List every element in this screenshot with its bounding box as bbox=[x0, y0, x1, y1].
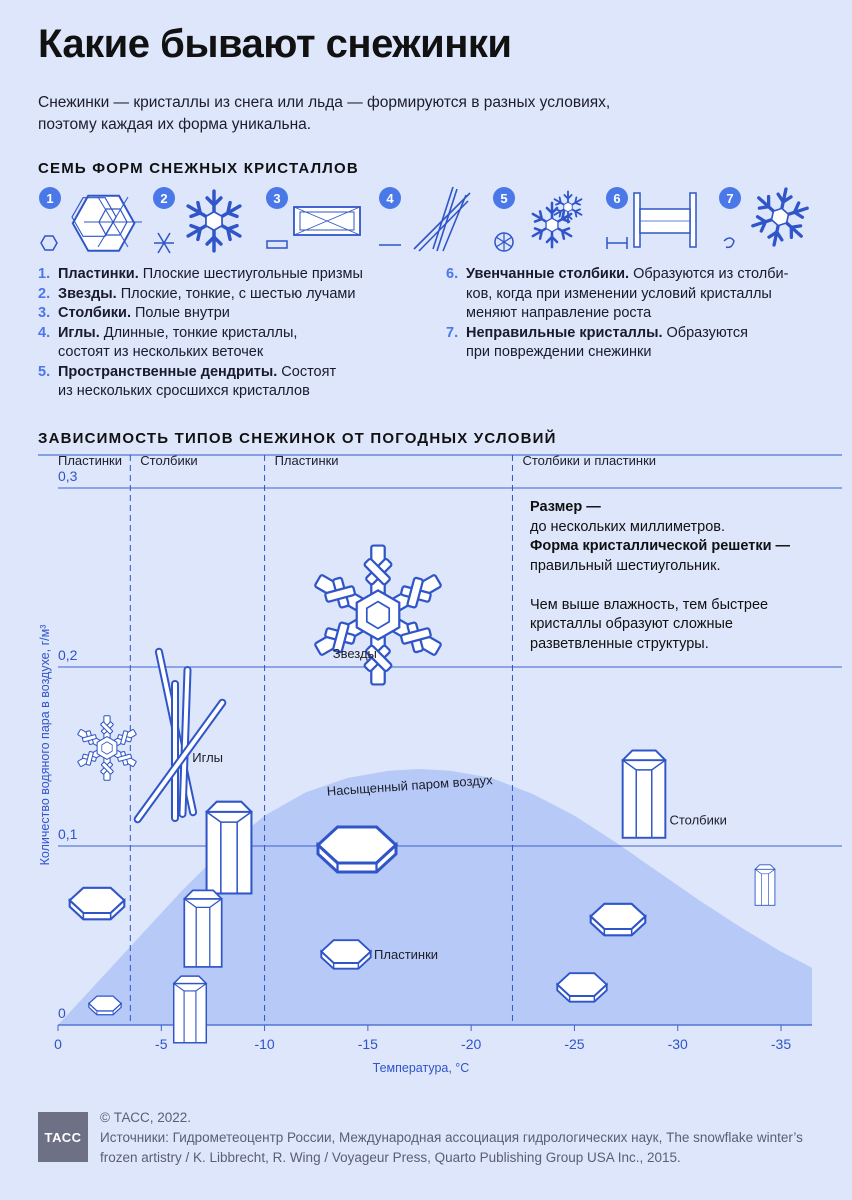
svg-text:4: 4 bbox=[386, 191, 394, 206]
legend-item: 2. Звезды. Плоские, тонкие, с шестью лучами bbox=[38, 285, 356, 302]
zone-label: Столбики и пластинки bbox=[522, 453, 657, 468]
copyright: © ТАСС, 2022. bbox=[100, 1110, 191, 1125]
column-crystal-icon bbox=[174, 976, 207, 1043]
form-1-plate-icon bbox=[39, 187, 142, 251]
sources: Источники: Гидрометеоцентр России, Международная ассоциация гидрологических наук, The snowflake winter’s frozen artistry / K. Libbrecht, R. Wing / Voyageur Press, Quarto Publishing Group USA Inc., 2015. bbox=[100, 1130, 803, 1165]
form-2-star-icon bbox=[153, 187, 240, 253]
form-6-capped-column-icon bbox=[606, 187, 696, 249]
plate-crystal-icon bbox=[557, 973, 606, 1002]
footer bbox=[100, 1108, 830, 1168]
forms-legend-left bbox=[38, 265, 438, 402]
y-tick-label: 0,1 bbox=[58, 826, 78, 842]
plate-crystal-icon bbox=[89, 996, 121, 1015]
plate-crystal-icon bbox=[591, 904, 646, 936]
tass-logo: ТАСС bbox=[38, 1112, 88, 1162]
svg-text:3: 3 bbox=[273, 191, 281, 206]
legend-item: 5. Пространственные дендриты. Состоят из нескольких сросшихся кристаллов bbox=[38, 363, 337, 399]
svg-text:6: 6 bbox=[613, 191, 621, 206]
annotation-label: Звезды bbox=[332, 646, 377, 662]
zone-label: Пластинки bbox=[274, 453, 339, 468]
column-crystal-icon bbox=[207, 802, 252, 894]
form-4-needle-icon bbox=[379, 187, 470, 251]
x-tick-label: -5 bbox=[155, 1036, 168, 1052]
x-tick-label: -15 bbox=[357, 1036, 378, 1052]
x-tick-label: -20 bbox=[461, 1036, 482, 1052]
plate-crystal-icon bbox=[318, 827, 396, 872]
legend-item: 3. Столбики. Полые внутри bbox=[38, 305, 230, 321]
crystal-forms-strip bbox=[38, 185, 828, 255]
x-tick-label: -35 bbox=[770, 1036, 792, 1052]
plate-crystal-icon bbox=[321, 940, 370, 969]
legend-item: 4. Иглы. Длинные, тонкие кристаллы, состоят из нескольких веточек bbox=[38, 324, 298, 360]
needle-crystals-icon bbox=[133, 648, 226, 823]
section-title-forms: СЕМЬ ФОРМ СНЕЖНЫХ КРИСТАЛЛОВ bbox=[38, 160, 359, 177]
svg-text:7: 7 bbox=[726, 191, 734, 206]
section-title-weather: ЗАВИСИМОСТЬ ТИПОВ СНЕЖИНОК ОТ ПОГОДНЫХ УСЛОВИЙ bbox=[38, 430, 557, 447]
curve-label: Насыщенный паром воздух bbox=[326, 772, 494, 799]
forms-legend-right bbox=[446, 265, 836, 363]
y-tick-label: 0 bbox=[58, 1005, 66, 1021]
column-crystal-icon bbox=[623, 750, 666, 837]
form-5-dendrite-icon bbox=[493, 187, 582, 251]
svg-text:1: 1 bbox=[46, 191, 54, 206]
star-crystal-icon bbox=[315, 546, 442, 685]
column-crystal-icon bbox=[755, 865, 775, 906]
annotation-label: Пластинки bbox=[374, 946, 439, 962]
x-tick-label: -10 bbox=[254, 1036, 275, 1052]
plate-crystal-icon bbox=[70, 888, 125, 920]
form-7-irregular-icon bbox=[719, 185, 810, 250]
y-tick-label: 0,2 bbox=[58, 647, 78, 663]
x-tick-label: -30 bbox=[667, 1036, 688, 1052]
x-tick-label: -25 bbox=[564, 1036, 585, 1052]
lead-text: Снежинки — кристаллы из снега или льда — формируются в разных условиях, поэтому каждая их форма уникальна. bbox=[38, 94, 611, 133]
x-tick-label: 0 bbox=[54, 1036, 62, 1052]
zone-label: Пластинки bbox=[58, 453, 123, 468]
small-star-crystal-icon bbox=[78, 716, 137, 780]
legend-item: 6. Увенчанные столбики. Образуются из столби- ков, когда при изменении условий кристаллы меняют направление роста bbox=[446, 266, 789, 321]
svg-text:5: 5 bbox=[500, 191, 508, 206]
zone-label: Столбики bbox=[140, 453, 198, 468]
svg-text:2: 2 bbox=[160, 191, 168, 206]
legend-item: 7. Неправильные кристаллы. Образуются при повреждении снежинки bbox=[446, 324, 748, 360]
legend-item: 1. Пластинки. Плоские шестиугольные призмы bbox=[38, 266, 363, 282]
y-tick-label: 0,3 bbox=[58, 468, 78, 484]
y-axis-title: Количество водяного пара в воздухе, г/м³ bbox=[38, 624, 52, 866]
form-3-column-icon bbox=[266, 187, 360, 248]
info-note: Размер — до нескольких миллиметров. Форма кристаллической решетки — правильный шестиугольник. Чем выше влажность, тем быстрее кристаллы образуют сложные разветвленные структуры. bbox=[530, 499, 791, 652]
annotation-label: Иглы bbox=[192, 749, 224, 765]
page-title: Какие бывают снежинки bbox=[38, 22, 512, 66]
annotation-label: Столбики bbox=[669, 812, 727, 828]
x-axis-title: Температура, °C bbox=[372, 1061, 470, 1075]
column-crystal-icon bbox=[184, 890, 221, 967]
